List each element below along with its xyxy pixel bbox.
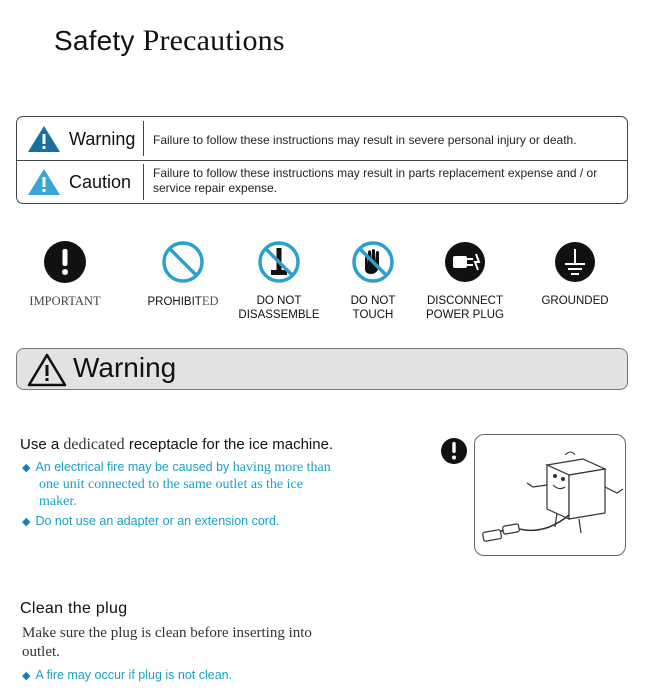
symbol-do-not-disassemble: DO NOT DISASSEMBLE — [224, 240, 334, 322]
symbol-prohibited: PROHIBITED — [128, 240, 238, 309]
symbol-grounded: GROUNDED — [520, 240, 630, 308]
legend-warning-label: Warning — [69, 129, 136, 149]
page-title: Safety Precautions — [54, 24, 285, 57]
symbol-disconnect-power-plug: DISCONNECT POWER PLUG — [410, 240, 520, 322]
section-dedicated-receptacle-heading: Use a dedicated receptacle for the ice machine. — [20, 436, 334, 453]
section2-body-text: Make sure the plug is clean before inserting into outlet. — [22, 625, 312, 660]
warning-triangle-icon — [27, 125, 61, 153]
caution-triangle-icon — [27, 168, 61, 196]
section-clean-plug-heading: Clean the plug — [20, 600, 128, 617]
legend-caution-text: Failure to follow these instructions may result in parts replacement expense and / or service repair expense. — [153, 166, 598, 195]
legend-row-warning — [17, 117, 627, 161]
warning-banner — [16, 348, 628, 390]
section2-bullet-fire: ◆ A fire may occur if plug is not clean. — [22, 668, 233, 682]
section1-bullet-electrical-fire: ◆ An electrical fire may be caused by having more than one unit connected to the same outlet as the ice maker. — [22, 460, 331, 509]
ice-machine-outlet-illustration — [474, 434, 626, 556]
prohibited-icon — [161, 240, 205, 284]
do-not-disassemble-icon — [257, 240, 301, 284]
disconnect-power-plug-icon — [443, 240, 487, 284]
legend-row-caution — [17, 160, 627, 204]
warning-banner-label: Warning — [73, 352, 177, 383]
important-icon — [43, 240, 87, 284]
diamond-bullet-icon: ◆ — [22, 462, 31, 474]
legend-caution-label: Caution — [69, 172, 132, 192]
section1-bullet-no-adapter: ◆ Do not use an adapter or an extension cord. — [22, 514, 280, 528]
symbol-do-not-touch: DO NOT TOUCH — [318, 240, 428, 322]
diamond-bullet-icon: ◆ — [22, 516, 31, 528]
legend-warning-text: Failure to follow these instructions may result in severe personal injury or death. — [153, 133, 577, 147]
signal-word-legend — [16, 116, 628, 204]
ice-machine-character-image — [475, 435, 625, 555]
grounded-icon — [553, 240, 597, 284]
symbol-important: IMPORTANT — [10, 240, 120, 309]
warning-outline-triangle-icon — [27, 353, 67, 387]
diamond-bullet-icon: ◆ — [22, 670, 31, 682]
do-not-touch-icon — [351, 240, 395, 284]
important-icon — [440, 437, 468, 465]
